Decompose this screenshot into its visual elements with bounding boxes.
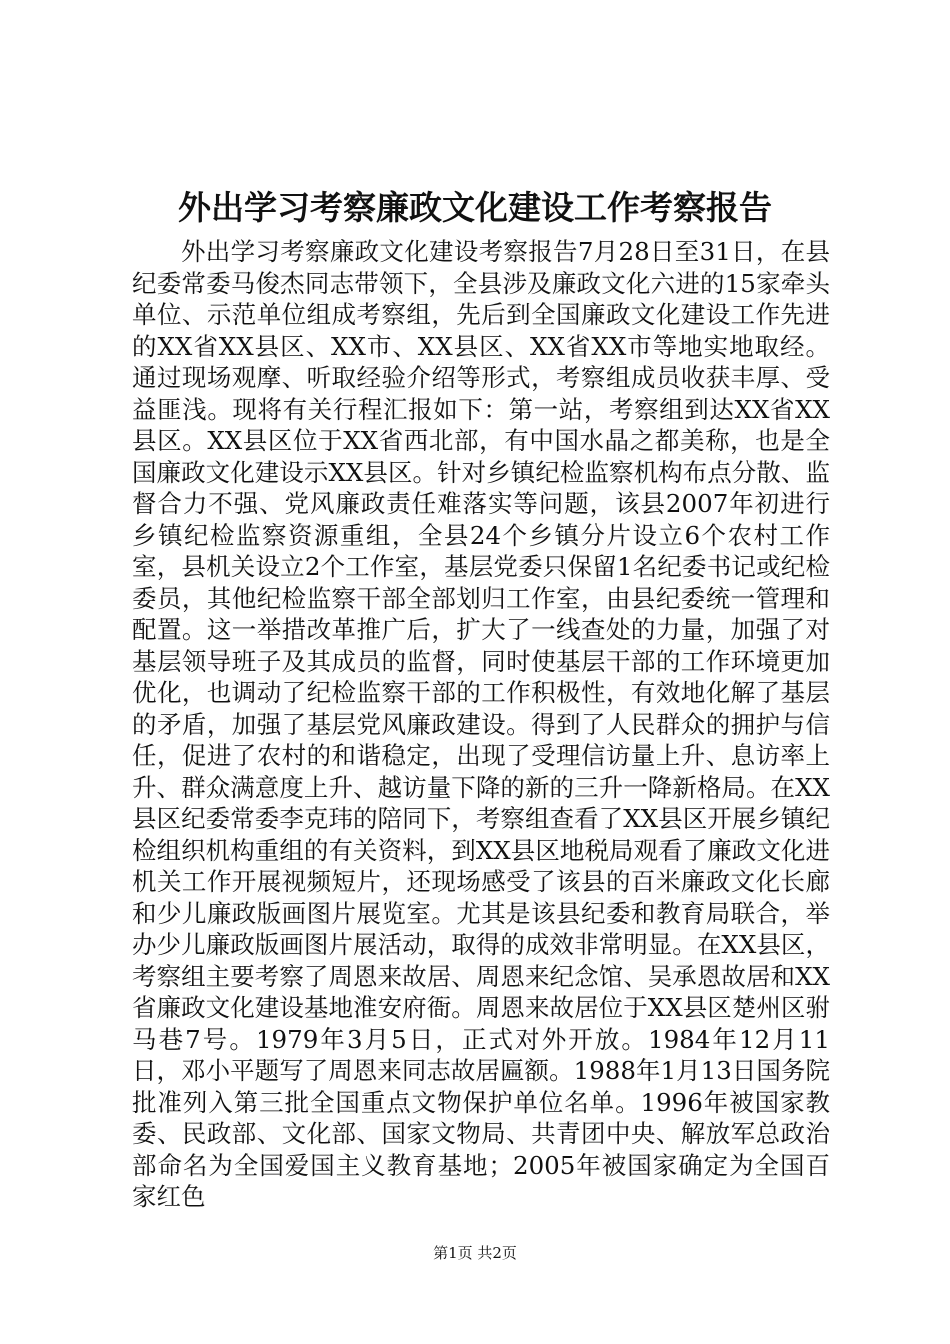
page-title: 外出学习考察廉政文化建设工作考察报告 [178,188,772,227]
body-paragraph: 外出学习考察廉政文化建设考察报告7月28日至31日，在县纪委常委马俊杰同志带领下，全县涉及廉政文化六进的15家牵头单位、示范单位组成考察组，先后到全国廉政文化建设工作先进的XX省XX县区、XX市、XX县区、XX省XX市等地实地取经。通过现场观摩、听取经验介绍等形式，考察组成员收获丰厚、受益匪浅。现将有关行程汇报如下：第一站，考察组到达XX省XX县区。XX县区位于XX省西北部，有中国水晶之都美称，也是全国廉政文化建设示XX县区。针对乡镇纪检监察机构布点分散、监督合力不强、党风廉政责任难落实等问题，该县2007年初进行乡镇纪检监察资源重组，全县24个乡镇分片设立6个农村工作室，县机关设立2个工作室，基层党委只保留1名纪委书记或纪检委员，其他纪检监察干部全部划归工作室，由县纪委统一管理和配置。这一举措改革推广后，扩大了一线查处的力量，加强了对基层领导班子及其成员的监督，同时使基层干部的工作环境更加优化，也调动了纪检监察干部的工作积极性，有效地化解了基层的矛盾，加强了基层党风廉政建设。得到了人民群众的拥护与信任，促进了农村的和谐稳定，出现了受理信访量上升、息访率上升、群众满意度上升、越访量下降的新的三升一降新格局。在XX县区纪委常委李克玮的陪同下，考察组查看了XX县区开展乡镇纪检组织机构重组的有关资料，到XX县区地税局观看了廉政文化进机关工作开展视频短片，还现场感受了该县的百米廉政文化长廊和少儿廉政版画图片展览室。尤其是该县纪委和教育局联合，举办少儿廉政版画图片展活动，取得的成效非常明显。在XX县区，考察组主要考察了周恩来故居、周恩来纪念馆、吴承恩故居和XX省廉政文化建设基地淮安府衙。周恩来故居位于XX县区楚州区驸马巷7号。1979年3月5日，正式对外开放。1984年12月11日，邓小平题写了周恩来同志故居匾额。1988年1月13日国务院批准列入第三批全国重点文物保护单位名单。1996年被国家教委、民政部、文化部、国家文物局、共青团中央、解放军总政治部命名为全国爱国主义教育基地；2005年被国家确定为全国百家红色 [132,237,830,1211]
page-footer: 第1页 共2页 [433,1244,517,1262]
